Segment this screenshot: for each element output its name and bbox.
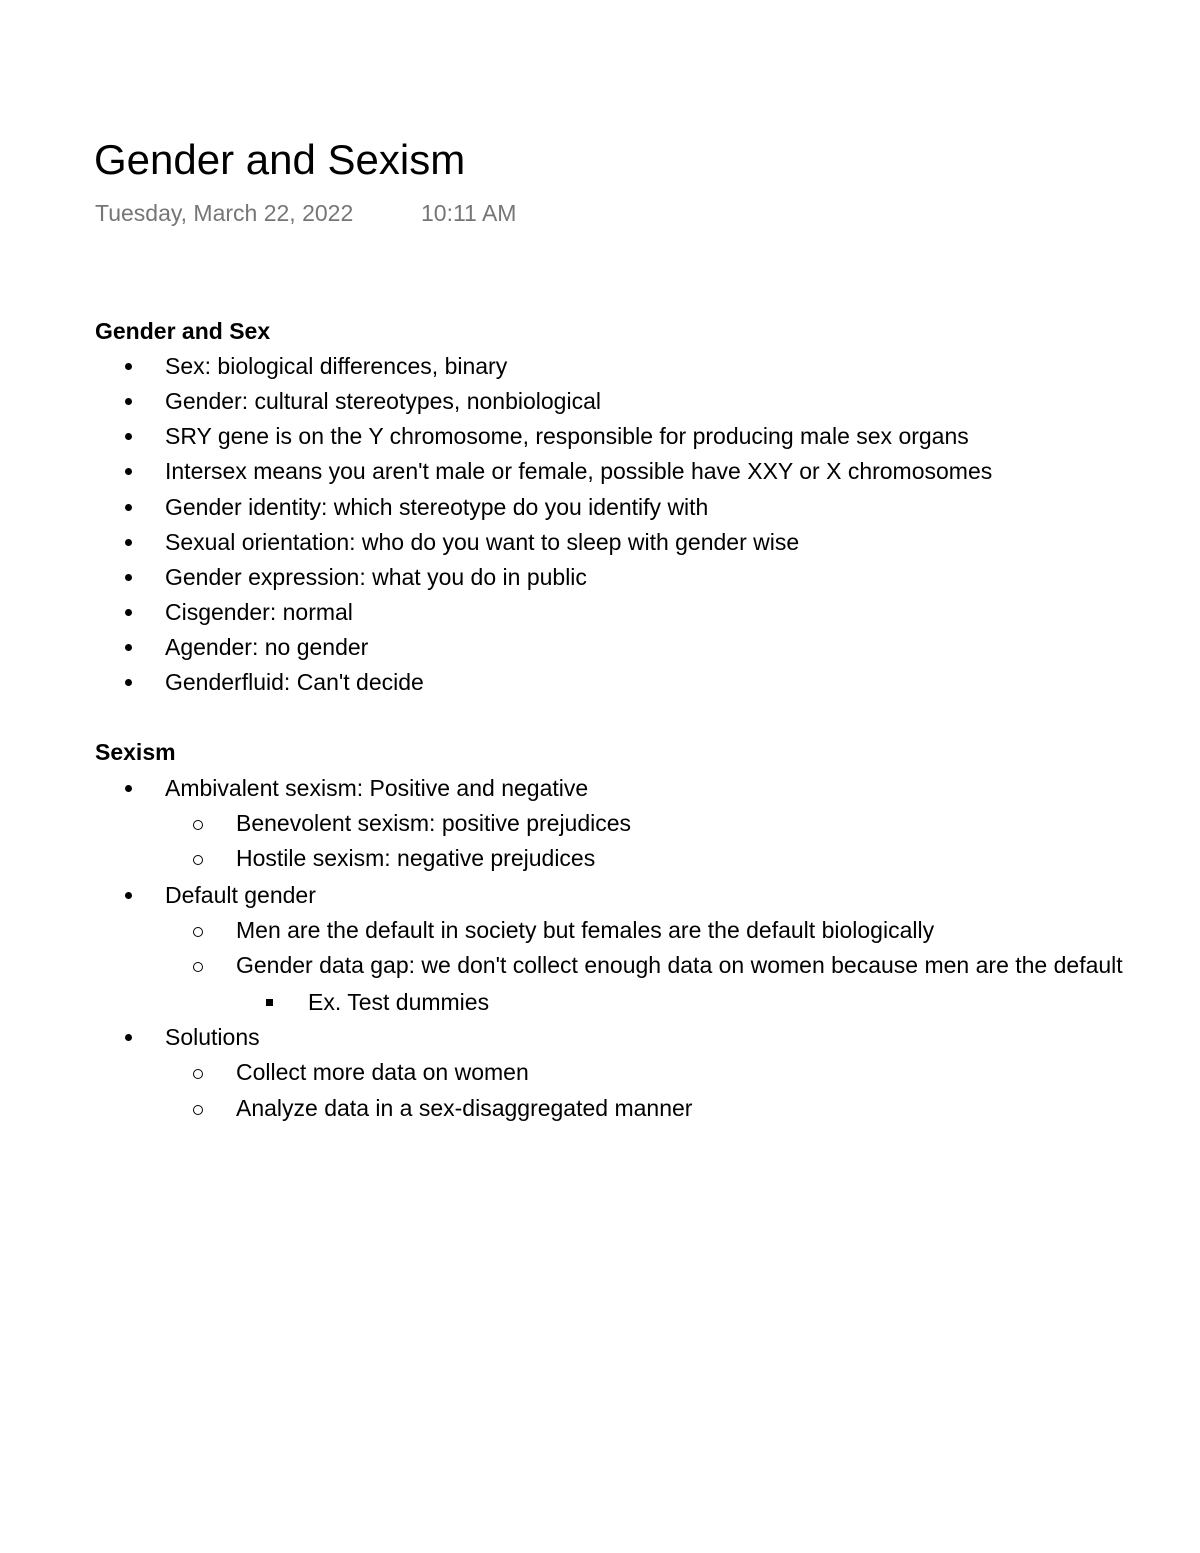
sub-list-item: Hostile sexism: negative prejudices [236, 845, 596, 871]
sub-list-item: Analyze data in a sex-disaggregated manner [236, 1095, 693, 1121]
sub-bullet-icon [193, 1069, 203, 1079]
note-date: Tuesday, March 22, 2022 [95, 200, 354, 226]
sub-bullet-icon [193, 820, 203, 830]
list-item: Intersex means you aren't male or female, possible have XXY or X chromosomes [165, 458, 993, 484]
list-item: Sexual orientation: who do you want to sleep with gender wise [165, 529, 800, 555]
list-item: Gender expression: what you do in public [165, 564, 587, 590]
sub-sub-list-item: Ex. Test dummies [308, 989, 490, 1015]
bullet-icon [125, 433, 132, 440]
sub-bullet-icon [193, 1105, 203, 1115]
note-time: 10:11 AM [421, 200, 517, 226]
bullet-icon [125, 892, 132, 899]
sub-list-item: Gender data gap: we don't collect enough data on women because men are the default [236, 952, 1123, 978]
list-item: Sex: biological differences, binary [165, 353, 508, 379]
sub-list-item: Benevolent sexism: positive prejudices [236, 810, 632, 836]
sub-sub-bullet-icon [266, 999, 273, 1006]
bullet-icon [125, 539, 132, 546]
list-item: Default gender [165, 882, 316, 908]
list-item: Gender: cultural stereotypes, nonbiological [165, 388, 601, 414]
list-item: Genderfluid: Can't decide [165, 669, 424, 695]
sub-list-item: Men are the default in society but females are the default biologically [236, 917, 935, 943]
bullet-icon [125, 679, 132, 686]
list-item: Ambivalent sexism: Positive and negative [165, 775, 589, 801]
page-title: Gender and Sexism [94, 136, 466, 183]
bullet-icon [125, 644, 132, 651]
bullet-icon [125, 1034, 132, 1041]
bullet-icon [125, 398, 132, 405]
sub-bullet-icon [193, 927, 203, 937]
bullet-icon [125, 468, 132, 475]
section-heading-gender-and-sex: Gender and Sex [95, 318, 271, 344]
bullet-icon [125, 363, 132, 370]
bullet-icon [125, 609, 132, 616]
list-item: Solutions [165, 1024, 260, 1050]
list-item: Agender: no gender [165, 634, 369, 660]
list-item: SRY gene is on the Y chromosome, responsible for producing male sex organs [165, 423, 969, 449]
bullet-icon [125, 574, 132, 581]
sub-bullet-icon [193, 962, 203, 972]
sub-list-item: Collect more data on women [236, 1059, 529, 1085]
bullet-icon [125, 785, 132, 792]
list-item: Cisgender: normal [165, 599, 353, 625]
list-item: Gender identity: which stereotype do you identify with [165, 494, 709, 520]
section-heading-sexism: Sexism [95, 739, 176, 765]
sub-bullet-icon [193, 855, 203, 865]
bullet-icon [125, 504, 132, 511]
